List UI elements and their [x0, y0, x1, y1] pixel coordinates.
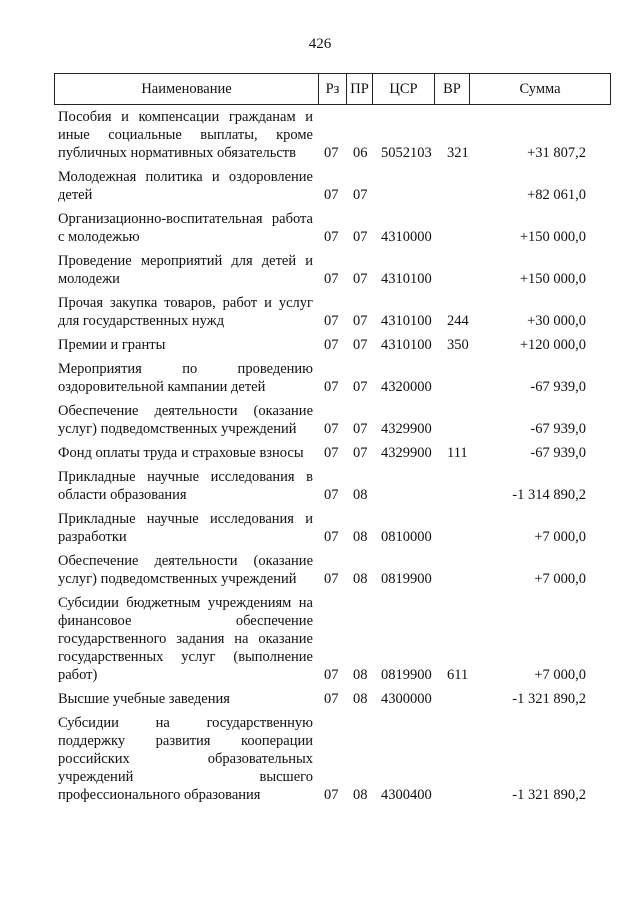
row-sum: +150 000,0 — [519, 229, 586, 245]
row-sum: +120 000,0 — [519, 337, 586, 353]
table-row — [0, 510, 640, 546]
row-rz: 07 — [324, 529, 339, 545]
row-rz: 07 — [324, 145, 339, 161]
row-name: Прикладные научные исследования в области образования — [58, 469, 313, 503]
row-rz: 07 — [324, 445, 339, 461]
row-sum: -67 939,0 — [530, 379, 586, 395]
row-pr: 08 — [353, 487, 368, 503]
row-name: Высшие учебные заведения — [58, 691, 230, 707]
row-csr: 4310100 — [381, 271, 432, 287]
page-number: 426 — [308, 36, 332, 52]
row-pr: 07 — [353, 313, 368, 329]
row-pr: 07 — [353, 187, 368, 203]
table-row — [0, 360, 640, 396]
row-sum: +7 000,0 — [534, 529, 586, 545]
row-name: Субсидии бюджетным учреждениям на финансовое обеспечение государственного задания на оказание государственных услуг (выполнение работ) — [58, 595, 313, 683]
row-pr: 07 — [353, 421, 368, 437]
row-pr: 08 — [353, 691, 368, 707]
row-sum: +150 000,0 — [519, 271, 586, 287]
row-vr: 611 — [447, 667, 469, 683]
row-rz: 07 — [324, 667, 339, 683]
row-pr: 08 — [353, 529, 368, 545]
row-rz: 07 — [324, 313, 339, 329]
table-row — [0, 402, 640, 438]
table-row — [0, 468, 640, 504]
row-name: Субсидии на государственную поддержку развития кооперации российских образовательных учреждений высшего профессионального образования — [58, 715, 313, 803]
table-row — [0, 444, 640, 462]
row-rz: 07 — [324, 691, 339, 707]
row-rz: 07 — [324, 571, 339, 587]
row-sum: -1 314 890,2 — [512, 487, 586, 503]
row-rz: 07 — [324, 379, 339, 395]
header-sum: Сумма — [519, 81, 561, 97]
table-row — [0, 594, 640, 684]
row-sum: -1 321 890,2 — [512, 787, 586, 803]
table-header — [54, 73, 611, 105]
row-csr: 4329900 — [381, 421, 432, 437]
row-sum: +82 061,0 — [527, 187, 586, 203]
table-row — [0, 168, 640, 204]
row-name: Обеспечение деятельности (оказание услуг) подведомственных учреждений — [58, 403, 313, 437]
row-name: Молодежная политика и оздоровление детей — [58, 169, 313, 203]
row-csr: 0819900 — [381, 571, 432, 587]
row-name: Фонд оплаты труда и страховые взносы — [58, 445, 304, 461]
table-row — [0, 714, 640, 804]
row-pr: 08 — [353, 667, 368, 683]
row-pr: 07 — [353, 445, 368, 461]
row-name: Организационно-воспитательная работа с молодежью — [58, 211, 313, 245]
row-sum: -67 939,0 — [530, 421, 586, 437]
row-csr: 0819900 — [381, 667, 432, 683]
row-name: Обеспечение деятельности (оказание услуг) подведомственных учреждений — [58, 553, 313, 587]
table-row — [0, 252, 640, 288]
row-csr: 4300400 — [381, 787, 432, 803]
row-csr: 4300000 — [381, 691, 432, 707]
row-rz: 07 — [324, 229, 339, 245]
table-row — [0, 210, 640, 246]
row-vr: 111 — [447, 445, 468, 461]
table-row — [0, 294, 640, 330]
row-sum: +30 000,0 — [527, 313, 586, 329]
row-pr: 06 — [353, 145, 368, 161]
header-csr: ЦСР — [373, 74, 435, 104]
row-sum: -1 321 890,2 — [512, 691, 586, 707]
row-csr: 4310100 — [381, 337, 432, 353]
row-name: Проведение мероприятий для детей и молодежи — [58, 253, 313, 287]
header-name: Наименование — [55, 74, 319, 104]
row-name: Прочая закупка товаров, работ и услуг для государственных нужд — [58, 295, 313, 329]
row-csr: 4320000 — [381, 379, 432, 395]
row-pr: 08 — [353, 787, 368, 803]
table-body — [0, 108, 640, 810]
row-pr: 07 — [353, 271, 368, 287]
row-name: Пособия и компенсации гражданам и иные социальные выплаты, кроме публичных нормативных обязательств — [58, 109, 313, 161]
row-rz: 07 — [324, 787, 339, 803]
table-row — [0, 690, 640, 708]
row-csr: 4329900 — [381, 445, 432, 461]
table-row — [0, 552, 640, 588]
row-name: Премии и гранты — [58, 337, 166, 353]
row-sum: -67 939,0 — [530, 445, 586, 461]
row-pr: 07 — [353, 379, 368, 395]
row-sum: +31 807,2 — [527, 145, 586, 161]
row-rz: 07 — [324, 487, 339, 503]
row-csr: 0810000 — [381, 529, 432, 545]
table-row — [0, 336, 640, 354]
row-pr: 08 — [353, 571, 368, 587]
row-vr: 321 — [447, 145, 469, 161]
row-csr: 4310000 — [381, 229, 432, 245]
row-csr: 5052103 — [381, 145, 432, 161]
row-name: Мероприятия по проведению оздоровительной кампании детей — [58, 361, 313, 395]
header-vr: ВР — [435, 74, 470, 104]
table-row — [0, 108, 640, 162]
row-rz: 07 — [324, 187, 339, 203]
row-rz: 07 — [324, 337, 339, 353]
row-sum: +7 000,0 — [534, 571, 586, 587]
row-pr: 07 — [353, 229, 368, 245]
header-pr: ПР — [347, 74, 373, 104]
row-pr: 07 — [353, 337, 368, 353]
header-rz: Рз — [319, 74, 347, 104]
row-rz: 07 — [324, 271, 339, 287]
row-vr: 244 — [447, 313, 469, 329]
row-sum: +7 000,0 — [534, 667, 586, 683]
row-vr: 350 — [447, 337, 469, 353]
row-rz: 07 — [324, 421, 339, 437]
row-name: Прикладные научные исследования и разработки — [58, 511, 313, 545]
row-csr: 4310100 — [381, 313, 432, 329]
